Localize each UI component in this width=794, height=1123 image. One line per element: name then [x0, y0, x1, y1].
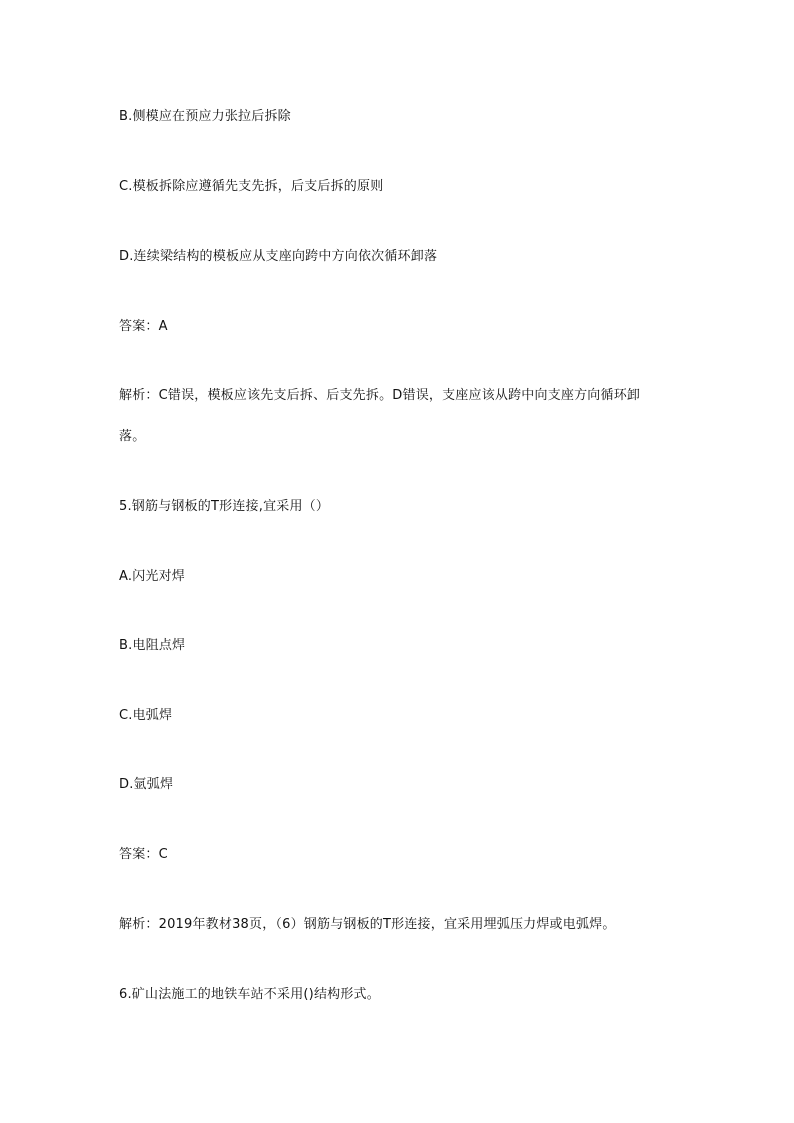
question-text: 5.钢筋与钢板的T形连接,宜采用（）	[119, 499, 330, 514]
option-a-text: A.闪光对焊	[119, 569, 185, 584]
option-b-text: B.侧模应在预应力张拉后拆除	[119, 109, 291, 124]
explanation-text-continued: 落。	[119, 429, 146, 444]
option-d-text: D.氩弧焊	[119, 777, 174, 792]
option-c-text: C.模板拆除应遵循先支先拆，后支后拆的原则	[119, 179, 384, 194]
option-d-text: D.连续梁结构的模板应从支座向跨中方向依次循环卸落	[119, 249, 438, 264]
answer-text: 答案：C	[119, 847, 168, 862]
option-c-text: C.电弧焊	[119, 708, 173, 723]
question-text: 6.矿山法施工的地铁车站不采用()结构形式。	[119, 987, 380, 1002]
answer-text: 答案：A	[119, 319, 168, 334]
explanation-text: 解析：2019年教材38页，（6）钢筋与钢板的T形连接，宜采用埋弧压力焊或电弧焊。	[119, 917, 616, 932]
option-b-text: B.电阻点焊	[119, 638, 186, 653]
explanation-text: 解析：C错误，模板应该先支后拆、后支先拆。D错误，支座应该从跨中向支座方向循环卸	[119, 388, 641, 403]
